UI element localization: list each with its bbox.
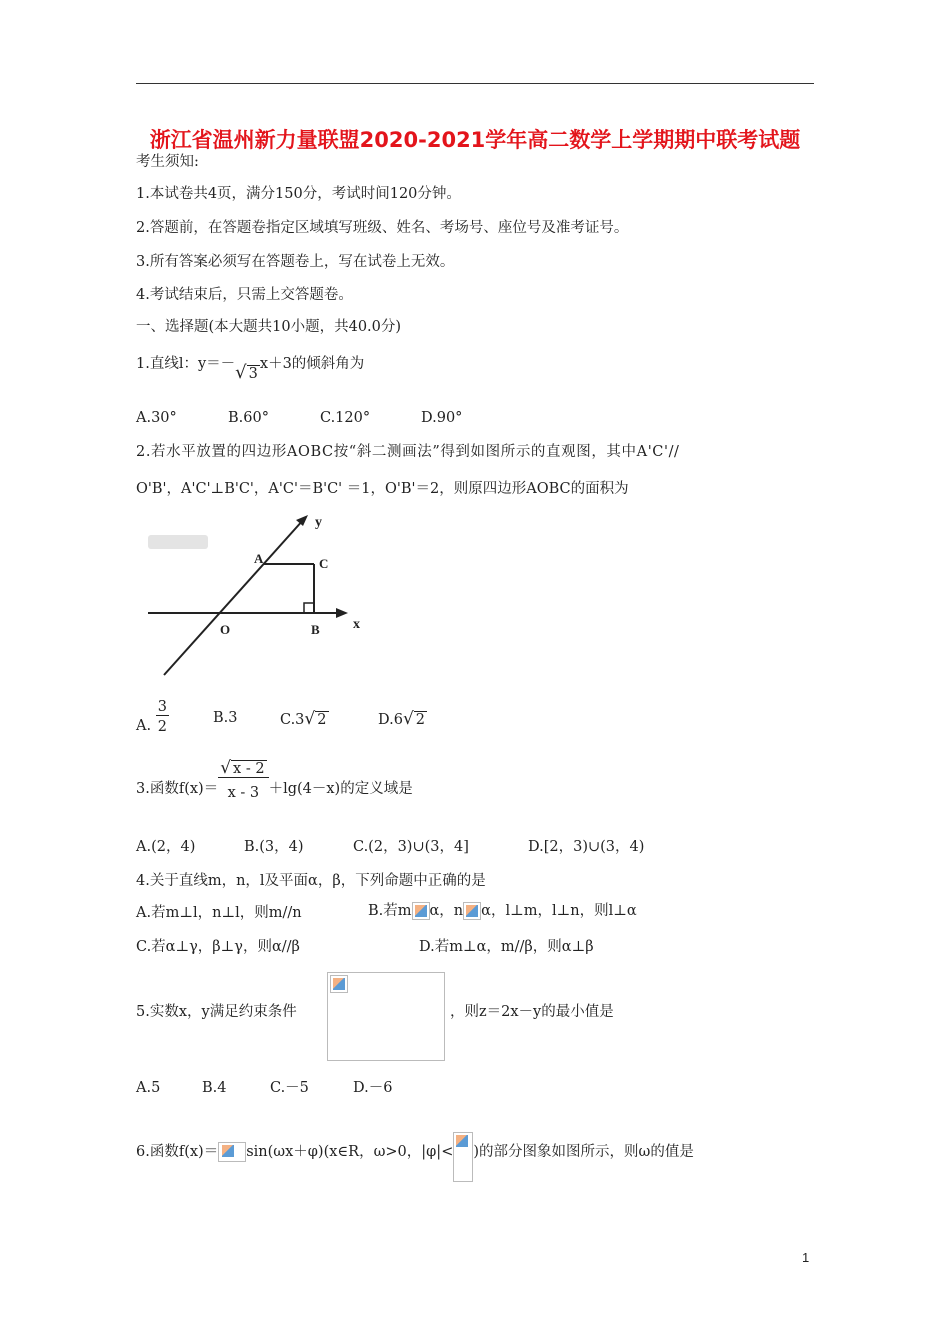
phi-bound-image-placeholder — [453, 1132, 473, 1182]
q1-option-b: B.60° — [228, 410, 269, 426]
label-x: x — [353, 617, 360, 632]
y-axis-arrow — [296, 515, 308, 526]
question-2-line-2: O'B'，A'C'⊥B'C'，A'C'＝B'C' ＝1，O'B'＝2，则原四边形AOBC的面积为 — [136, 481, 629, 497]
exam-title: 浙江省温州新力量联盟2020-2021学年高二数学上学期期中联考试题 — [149, 128, 801, 152]
broken-image-icon — [412, 902, 430, 920]
q1-option-d: D.90° — [421, 410, 463, 426]
right-angle-mark — [304, 603, 314, 613]
label-a: A — [254, 551, 264, 566]
broken-image-icon — [463, 902, 481, 920]
broken-image-icon — [454, 1133, 472, 1151]
label-c: C — [319, 556, 329, 571]
x-axis-arrow — [336, 608, 348, 618]
label-y: y — [315, 515, 322, 530]
section-heading: 一、选择题(本大题共10小题，共40.0分) — [136, 319, 402, 335]
notice-4: 4.考试结束后，只需上交答题卷。 — [136, 287, 353, 303]
q4-option-d: D.若m⊥α，m//β，则α⊥β — [419, 939, 594, 955]
label-o: O — [220, 622, 231, 637]
q5-option-d: D.－6 — [353, 1080, 393, 1096]
q3-option-a: A.(2，4) — [136, 839, 196, 855]
page-number: 1 — [802, 1250, 810, 1265]
q2-option-a: A. $\frac{3}{2}$ — [136, 699, 167, 735]
q5-option-b: B.4 — [202, 1080, 227, 1096]
notice-1: 1.本试卷共4页，满分150分，考试时间120分钟。 — [136, 186, 461, 202]
notice-2: 2.答题前，在答题卷指定区域填写班级、姓名、考场号、座位号及准考证号。 — [136, 220, 629, 236]
fraction: $\frac{√ x - 2}{x - 3}$ — [218, 760, 268, 801]
q3-option-d: D.[2，3)∪(3，4) — [528, 839, 645, 855]
sqrt-expression: √ 3 — [235, 362, 258, 383]
question-1: 1.直线l：y＝－√ 3x＋3的倾斜角为 — [136, 356, 365, 383]
q2-option-d: D.6√ 2 — [378, 709, 426, 729]
amplitude-image-placeholder — [218, 1142, 246, 1162]
q2-option-b: B.3 — [213, 710, 238, 726]
q1-option-a: A.30° — [136, 410, 177, 426]
question-5-prefix: 5.实数x，y满足约束条件 — [136, 1004, 297, 1020]
broken-image-icon — [220, 1143, 238, 1161]
blurred-watermark — [148, 535, 208, 549]
q1-option-c: C.120° — [320, 410, 371, 426]
q3-option-c: C.(2，3)∪(3，4] — [353, 839, 469, 855]
q4-option-a: A.若m⊥l，n⊥l，则m//n — [136, 905, 302, 921]
broken-image-icon — [330, 975, 348, 993]
notice-3: 3.所有答案必须写在答题卷上，写在试卷上无效。 — [136, 254, 455, 270]
q3-option-b: B.(3，4) — [244, 839, 304, 855]
notice-header: 考生须知: — [136, 154, 199, 170]
label-b: B — [311, 622, 320, 637]
question-3: 3.函数f(x)＝ $\frac{√ x - 2}{x - 3}$ ＋lg(4－x)的定义域是 — [136, 758, 413, 801]
q5-option-a: A.5 — [136, 1080, 161, 1096]
oblique-diagram — [136, 505, 376, 685]
q4-option-c: C.若α⊥γ，β⊥γ，则α//β — [136, 939, 300, 955]
question-6: 6.函数f(x)＝ sin(ωx＋φ)(x∈R，ω>0，|φ|< )的部分图象如图所示，则ω的值是 — [136, 1127, 694, 1177]
question-5-suffix: ，则z＝2x－y的最小值是 — [450, 1004, 614, 1020]
fraction: $\frac{3}{2}$ — [157, 699, 167, 735]
q5-option-c: C.－5 — [270, 1080, 309, 1096]
header-rule — [136, 83, 814, 84]
q2-option-c: C.3√ 2 — [280, 709, 327, 729]
question-2-line-1: 2.若水平放置的四边形AOBC按“斜二测画法”得到如图所示的直观图，其中A'C'// — [136, 444, 680, 460]
question-4: 4.关于直线m，n，l及平面α，β，下列命题中正确的是 — [136, 873, 486, 889]
q4-option-b: B.若m α，n α，l⊥m，l⊥n，则l⊥α — [368, 903, 637, 919]
constraint-image-placeholder — [327, 972, 445, 1061]
